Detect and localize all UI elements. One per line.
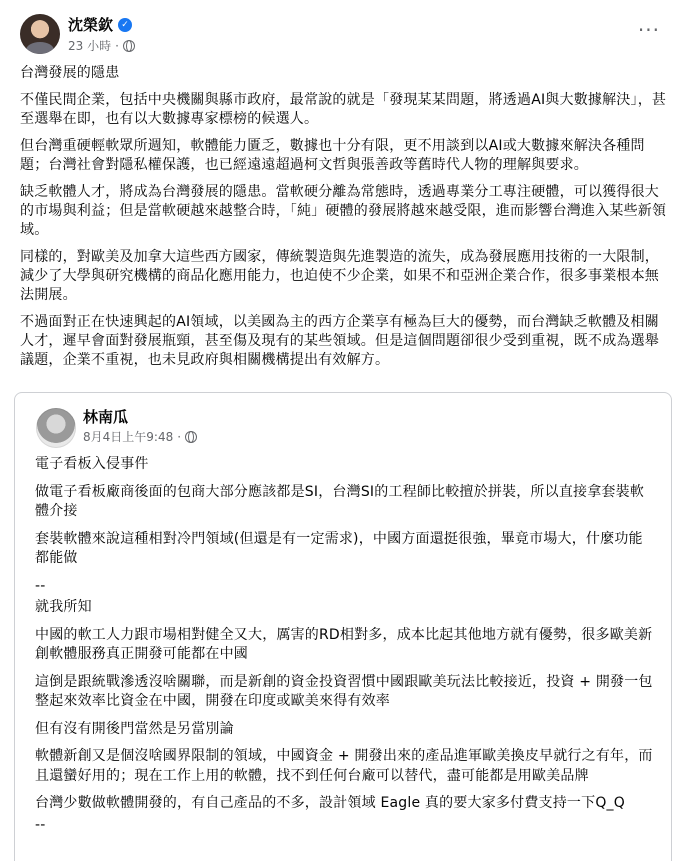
author-avatar[interactable] [20,14,60,54]
author-name[interactable]: 沈榮欽 [68,16,114,34]
meta-separator: · [177,430,182,444]
shared-paragraph: 但有沒有開後門當然是另當別論 [35,720,234,737]
shared-paragraph: -- [35,577,46,594]
post-paragraph: 缺乏軟體人才，將成為台灣發展的隱患。當軟硬分離為常態時，透過專業分工專注硬體，可以獲得很大的市場與利益；但是當軟硬越來越整合時，「純」硬體的發展將越來越受限，進而影響台灣進入某些新領域。 [20,184,667,238]
globe-icon[interactable] [123,40,135,52]
post-paragraph: 台灣發展的隱患 [20,65,120,81]
shared-post-text [35,455,655,843]
shared-paragraph: 中國的軟工人力跟市場相對健全又大，厲害的RD相對多，成本比起其他地方就有優勢，很多歐美新創軟體服務真正開發可能都在中國 [35,626,653,662]
shared-post-meta [83,429,197,445]
shared-post-card[interactable] [14,392,672,861]
shared-paragraph: 做電子看板廠商後面的包商大部分應該都是SI，台灣SI的工程師比較擅於拼裝，所以直接拿套裝軟體介接 [35,483,645,519]
shared-paragraph: 電子看板入侵事件 [35,456,149,472]
post-paragraph: 同樣的，對歐美及加拿大這些西方國家，傳統製造與先進製造的流失，成為發展應用技術的一大限制，減少了大學與研究機構的商品化應用能力，也迫使不少企業，如果不和亞洲企業合作，很多事業根本無法開展。 [20,249,659,303]
post-header [0,0,684,62]
post-paragraph: 不僅民間企業，包括中央機關與縣市政府，最常說的就是「發現某某問題，將透過AI與大數據解決」，甚至選舉在即，也有以大數據專家標榜的候選人。 [20,92,667,127]
globe-icon [185,431,197,443]
post-paragraph: 但台灣重硬輕軟眾所週知，軟體能力匱乏，數據也十分有限，更不用談到以AI或大數據來解決各種問題；台灣社會對隱私權保護，也已經遠遠超過柯文哲與張善政等舊時代人物的理解與要求。 [20,138,645,173]
post-meta [68,38,135,54]
shared-paragraph: 軟體新創又是個沒啥國界限制的領域，中國資金 + 開發出來的產品進軍歐美換皮早就行之有年，而且還蠻好用的；現在工作上用的軟體，找不到任何台廠可以替代，盡可能都是用歐美品牌 [35,748,653,784]
shared-author-avatar[interactable] [36,408,76,448]
meta-separator: · [115,39,119,53]
verified-badge-icon: ✓ [118,18,132,32]
post-time[interactable]: 23 小時 [68,39,112,53]
more-options-button[interactable]: ··· [637,18,660,42]
shared-paragraph: -- [35,816,46,833]
shared-paragraph: 套裝軟體來說這種相對冷門領域(但還是有一定需求)，中國方面還挺很強，畢竟市場大，什麼功能都能做 [35,530,643,566]
post-text [20,64,670,378]
shared-paragraph: 就我所知 [35,599,92,615]
author-name-row [68,15,132,35]
shared-post-time[interactable]: 8月4日上午9:48 [83,430,174,444]
shared-paragraph: 這倒是跟統戰滲透沒啥關聯，而是新創的資金投資習慣中國跟歐美玩法比較接近，投資 + 開發一包整起來效率比資金在中國，開發在印度或歐美來得有效率 [35,673,653,709]
post-paragraph: 不過面對正在快速興起的AI領域，以美國為主的西方企業享有極為巨大的優勢，而台灣缺乏軟體及相關人才，遲早會面對發展瓶頸，甚至傷及現有的某些領域。但是這個問題卻很少受到重視，既不成為選舉議題，企業不重視，也未見政府與相關機構提出有效解方。 [20,314,659,368]
shared-paragraph: 台灣少數做軟體開發的，有自己產品的不多，設計領域 Eagle 真的要大家多付費支持一下Q_Q [35,795,625,811]
shared-author-name[interactable]: 林南瓜 [83,408,129,426]
